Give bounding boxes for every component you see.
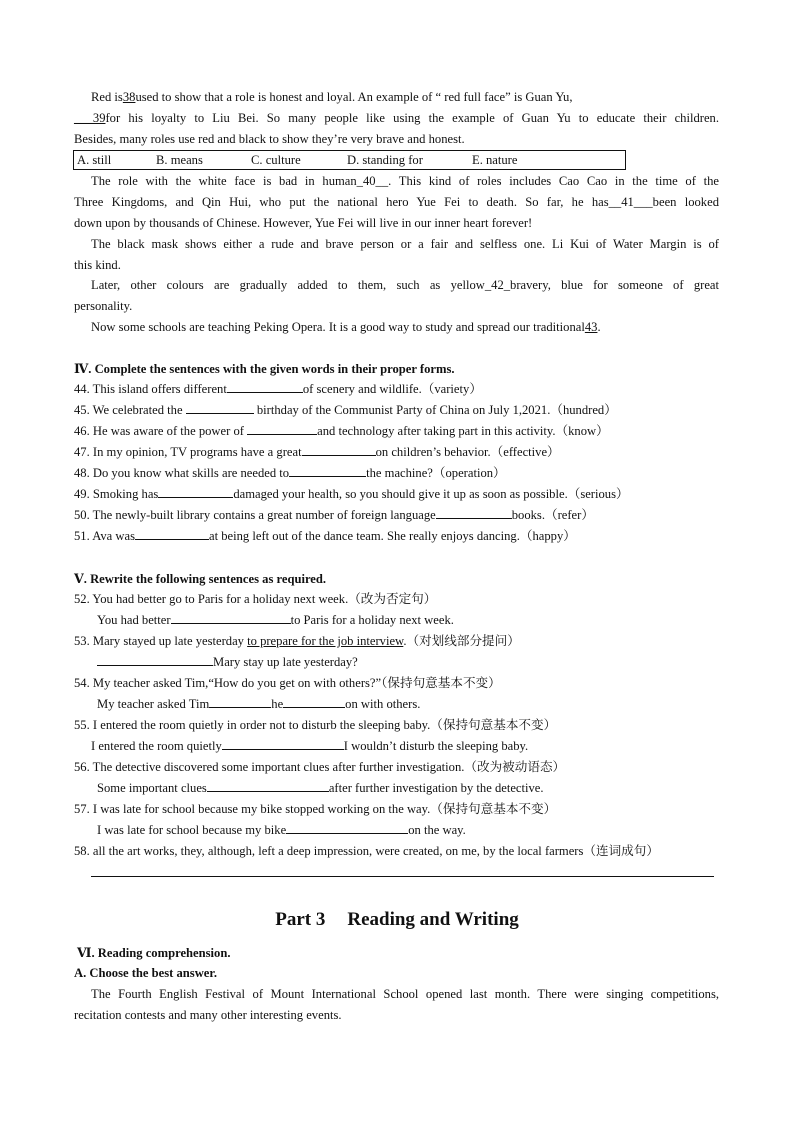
answer-blank[interactable] — [289, 465, 366, 477]
passage-line: The Fourth English Festival of Mount International School opened last month. There were singing competitions, — [91, 987, 719, 1001]
passage-line: this kind. — [74, 258, 121, 272]
underlined-phrase: to prepare for the job interview — [247, 634, 404, 648]
answer-text: I entered the room quietly — [91, 739, 222, 753]
passage-line: Besides, many roles use red and black to show they’re very brave and honest. — [74, 132, 465, 146]
question-49 — [74, 486, 629, 502]
question-text: 46. He was aware of the power of — [74, 424, 244, 438]
answer-blank[interactable] — [286, 822, 408, 834]
option-b: B. means — [156, 153, 203, 167]
passage-line — [91, 319, 601, 335]
answer-52 — [97, 612, 454, 628]
question-47 — [74, 444, 560, 460]
question-text: 51. Ava was — [74, 529, 135, 543]
answer-blank[interactable] — [97, 654, 213, 666]
question-51 — [74, 528, 576, 544]
passage-line: personality. — [74, 299, 133, 313]
question-text: 53. Mary stayed up late yesterday — [74, 634, 244, 648]
answer-57 — [97, 822, 466, 838]
answer-55 — [91, 738, 528, 754]
question-55: 55. I entered the room quietly in order not to disturb the sleeping baby.（保持句意基本不变） — [74, 718, 557, 732]
answer-text: Mary stay up late yesterday? — [213, 655, 358, 669]
question-text: birthday of the Communist Party of China on July 1,2021.（hundred） — [256, 403, 617, 417]
question-53 — [74, 633, 520, 649]
question-44 — [74, 381, 482, 397]
part-name: Reading and Writing — [347, 909, 519, 930]
word-options-box — [73, 150, 626, 170]
question-text: 44. This island offers different — [74, 382, 227, 396]
passage-text: Red is — [91, 90, 123, 104]
passage-line: recitation contests and many other interesting events. — [74, 1008, 342, 1022]
question-52: 52. You had better go to Paris for a holiday next week.（改为否定句） — [74, 592, 437, 606]
question-text: 49. Smoking has — [74, 487, 159, 501]
answer-blank[interactable] — [227, 381, 303, 393]
passage-text: Now some schools are teaching Peking Opera. It is a good way to study and spread our traditional — [91, 320, 585, 334]
question-text: on children’s behavior.（effective） — [375, 445, 560, 459]
answer-blank[interactable] — [209, 696, 271, 708]
passage-text: for his loyalty to Liu Bei. So many people like using the example of Guan Yu to educate their children. — [105, 111, 719, 125]
question-text: 45. We celebrated the — [74, 403, 183, 417]
question-54: 54. My teacher asked Tim,“How do you get on with others?”（保持句意基本不变） — [74, 676, 501, 690]
question-45 — [74, 402, 617, 418]
answer-text: You had better — [97, 613, 171, 627]
question-56: 56. The detective discovered some important clues after further investigation.（改为被动语态） — [74, 760, 566, 774]
blank-number-38: 38 — [122, 90, 136, 104]
answer-blank[interactable] — [207, 780, 329, 792]
question-text: damaged your health, so you should give it up as soon as possible.（serious） — [233, 487, 629, 501]
section-heading-iv: Ⅳ. Complete the sentences with the given words in their proper forms. — [74, 362, 455, 376]
answer-text: on with others. — [345, 697, 421, 711]
answer-line-58[interactable] — [91, 876, 714, 877]
question-text: and technology after taking part in this activity.（know） — [317, 424, 609, 438]
answer-text: after further investigation by the detective. — [328, 781, 544, 795]
passage-line — [74, 110, 719, 126]
question-57: 57. I was late for school because my bike stopped working on the way.（保持句意基本不变） — [74, 802, 557, 816]
answer-53 — [97, 654, 358, 670]
subsection-heading-a: A. Choose the best answer. — [74, 966, 217, 980]
part-title — [0, 908, 794, 932]
answer-text: I wouldn’t disturb the sleeping baby. — [343, 739, 529, 753]
answer-text: I was late for school because my bike — [97, 823, 287, 837]
option-d: D. standing for — [347, 153, 423, 167]
question-50 — [74, 507, 594, 523]
passage-text: . — [597, 320, 601, 334]
passage-line: Three Kingdoms, and Qin Hui, who put the national hero Yue Fei to death. So far, he has__41___been looked — [74, 195, 719, 209]
question-58: 58. all the art works, they, although, left a deep impression, were created, on me, by the local farmers（连词成句） — [74, 844, 659, 858]
question-text: 47. In my opinion, TV programs have a great — [74, 445, 302, 459]
answer-blank[interactable] — [135, 528, 209, 540]
question-48 — [74, 465, 506, 481]
answer-blank[interactable] — [283, 696, 345, 708]
question-text: of scenery and wildlife.（variety） — [302, 382, 482, 396]
question-text: 50. The newly-built library contains a great number of foreign language — [74, 508, 436, 522]
answer-text: he — [271, 697, 284, 711]
passage-line — [91, 89, 573, 105]
answer-text: Some important clues — [97, 781, 207, 795]
question-text: books.（refer） — [511, 508, 594, 522]
option-e: E. nature — [472, 153, 518, 167]
question-text: the machine?（operation） — [366, 466, 506, 480]
section-heading-v: Ⅴ. Rewrite the following sentences as required. — [74, 572, 327, 586]
section-heading-vi: Ⅵ. Reading comprehension. — [77, 946, 231, 960]
question-text: at being left out of the dance team. She really enjoys dancing.（happy） — [208, 529, 576, 543]
answer-blank[interactable] — [158, 486, 233, 498]
answer-blank[interactable] — [247, 423, 317, 435]
question-text: 48. Do you know what skills are needed to — [74, 466, 290, 480]
answer-blank[interactable] — [171, 612, 291, 624]
question-46 — [74, 423, 609, 439]
question-text: .（对划线部分提问） — [403, 634, 520, 648]
answer-blank[interactable] — [186, 402, 254, 414]
answer-56 — [97, 780, 544, 796]
passage-line: The black mask shows either a rude and brave person or a fair and selfless one. Li Kui of Water Margin is of — [91, 237, 719, 251]
blank-number-43: 43 — [584, 320, 598, 334]
option-c: C. culture — [251, 153, 301, 167]
passage-text: used to show that a role is honest and loyal. An example of “ red full face” is Guan Yu, — [135, 90, 573, 104]
answer-blank[interactable] — [436, 507, 512, 519]
answer-blank[interactable] — [222, 738, 344, 750]
blank-number-39: ___39 — [74, 111, 106, 125]
passage-line: down upon by thousands of Chinese. However, Yue Fei will live in our inner heart forever! — [74, 216, 533, 230]
passage-line: Later, other colours are gradually added to them, such as yellow_42_bravery, blue for someone of great — [91, 278, 719, 292]
answer-blank[interactable] — [302, 444, 376, 456]
option-a: A. still — [77, 153, 112, 167]
answer-text: on the way. — [408, 823, 466, 837]
answer-text: to Paris for a holiday next week. — [290, 613, 454, 627]
passage-line: The role with the white face is bad in human_40__. This kind of roles includes Cao Cao in the time of the — [91, 174, 719, 188]
part-number: Part 3 — [275, 909, 326, 930]
answer-text: My teacher asked Tim — [97, 697, 210, 711]
answer-54 — [97, 696, 420, 712]
